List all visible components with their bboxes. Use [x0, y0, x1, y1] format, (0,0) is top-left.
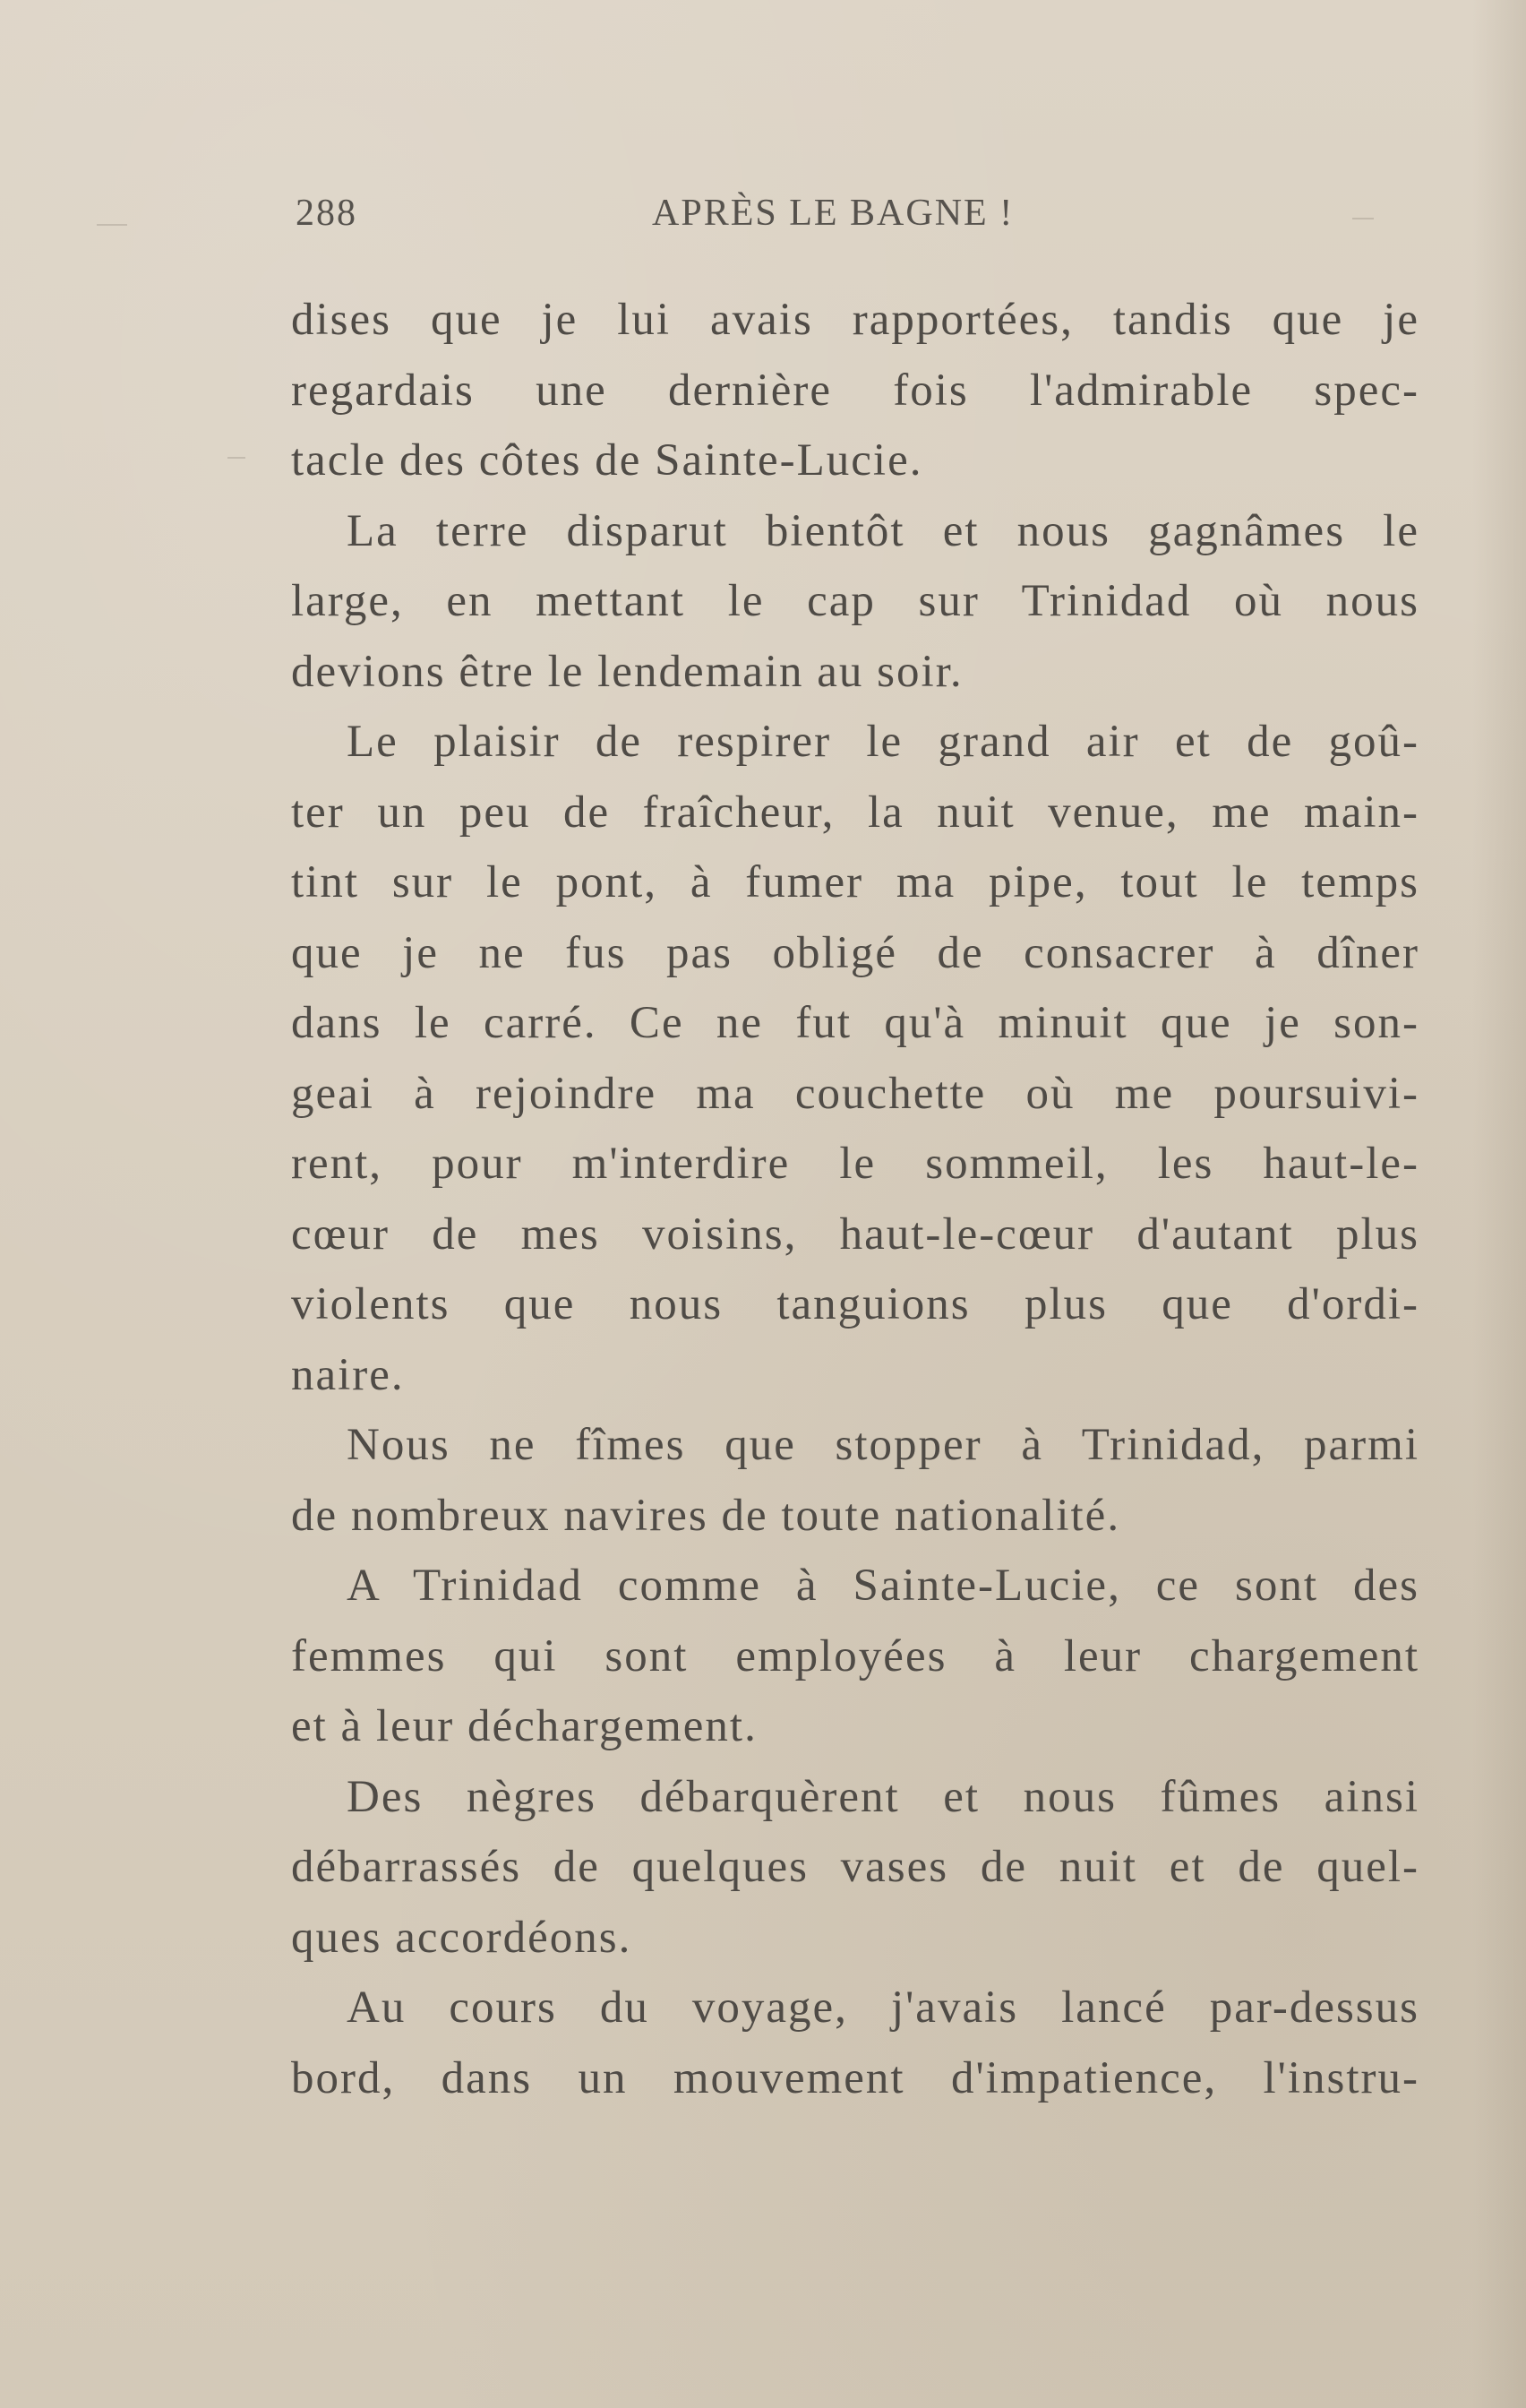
- text-line: violents que nous tanguions plus que d'ordi-: [291, 1279, 1419, 1329]
- text-line: ter un peu de fraîcheur, la nuit venue, me main-: [291, 787, 1419, 838]
- text-line: tacle des côtes de Sainte-Lucie.: [291, 435, 923, 486]
- text-line: cœur de mes voisins, haut-le-cœur d'autant plus: [291, 1208, 1419, 1260]
- text-line: de nombreux navires de toute nationalité.: [291, 1490, 1121, 1541]
- text-line: Au cours du voyage, j'avais lancé par-dessus: [347, 1982, 1419, 2033]
- page-number: 288: [296, 193, 357, 234]
- running-title: APRÈS LE BAGNE !: [652, 193, 1015, 234]
- text-line: regardais une dernière fois l'admirable spec-: [291, 365, 1419, 416]
- text-line: Des nègres débarquèrent et nous fûmes ainsi: [347, 1771, 1419, 1822]
- text-line: geai à rejoindre ma couchette où me poursuivi-: [291, 1068, 1419, 1119]
- text-line: dises que je lui avais rapportées, tandis que je: [291, 295, 1419, 345]
- text-line: débarrassés de quelques vases de nuit et de quel-: [291, 1842, 1419, 1892]
- margin-smudge: [227, 457, 245, 459]
- text-line: naire.: [291, 1349, 405, 1400]
- text-line: Nous ne fîmes que stopper à Trinidad, parmi: [347, 1420, 1419, 1470]
- text-line: tint sur le pont, à fumer ma pipe, tout le temps: [291, 857, 1419, 907]
- running-head: [296, 192, 1415, 245]
- text-line: ques accordéons.: [291, 1912, 632, 1963]
- text-line: bord, dans un mouvement d'impatience, l'instru-: [291, 2052, 1419, 2103]
- text-line: que je ne fus pas obligé de consacrer à dîner: [291, 927, 1419, 978]
- text-line: et à leur déchargement.: [291, 1701, 758, 1751]
- text-line: dans le carré. Ce ne fut qu'à minuit que je son-: [291, 998, 1419, 1048]
- text-line: A Trinidad comme à Sainte-Lucie, ce sont des: [347, 1561, 1419, 1611]
- text-line: large, en mettant le cap sur Trinidad où nous: [291, 576, 1419, 626]
- text-line: La terre disparut bientôt et nous gagnâmes le: [347, 505, 1419, 556]
- margin-smudge: [97, 224, 127, 226]
- text-line: devions être le lendemain au soir.: [291, 646, 964, 697]
- body-text: [291, 285, 1419, 2113]
- text-line: femmes qui sont employées à leur chargement: [291, 1630, 1419, 1681]
- text-line: Le plaisir de respirer le grand air et de goû-: [347, 717, 1419, 767]
- margin-smudge: [1352, 218, 1374, 219]
- text-line: rent, pour m'interdire le sommeil, les haut-le-: [291, 1139, 1419, 1189]
